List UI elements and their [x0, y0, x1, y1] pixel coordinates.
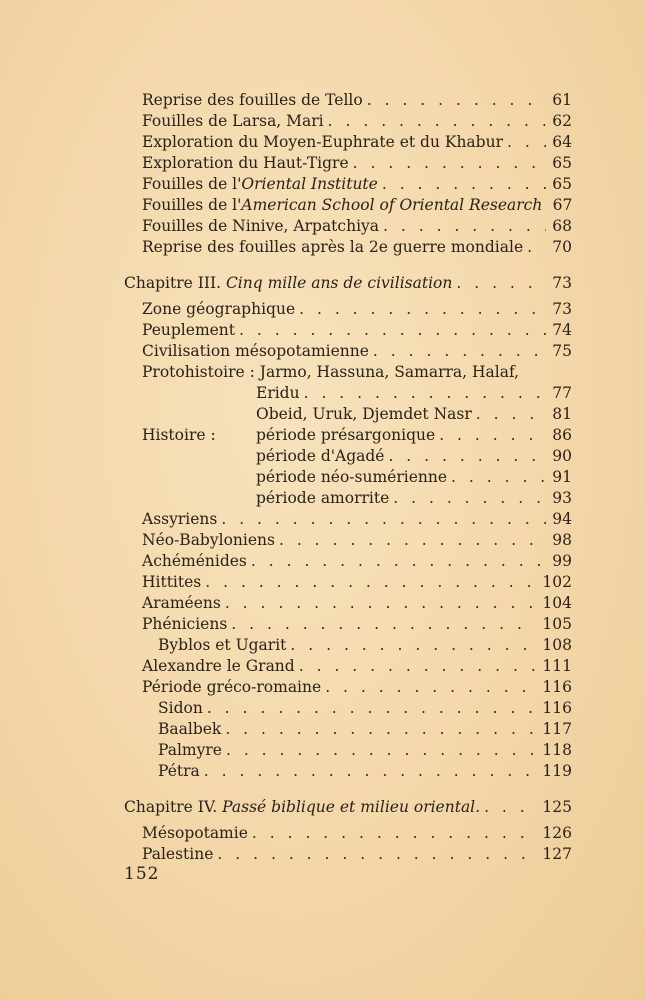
dot-leader: [279, 529, 546, 551]
dot-leader: [367, 89, 546, 111]
toc-entry-page-number: 64: [552, 133, 572, 151]
toc-entry-label: Chapitre III. Cinq mille ans de civilisation: [124, 274, 453, 292]
dot-leader: [439, 424, 546, 446]
toc-entry-label: Reprise des fouilles de Tello: [142, 91, 363, 109]
toc-entry-label: Palmyre: [158, 741, 222, 759]
toc-entry-label: Période gréco-romaine: [142, 678, 322, 696]
toc-entry-page-number: 127: [542, 845, 572, 863]
dot-leader: [388, 445, 546, 467]
toc-entry: [158, 739, 572, 761]
dot-leader: [299, 298, 546, 320]
toc-entry-page-number: 65: [552, 175, 572, 193]
toc-entry: [158, 760, 572, 782]
toc-entry-page-number: 73: [552, 274, 572, 292]
dot-leader: [204, 760, 537, 782]
toc-entry-label: Fouilles de Ninive, Arpatchiya: [142, 217, 380, 235]
toc-entry-page-number: 81: [552, 405, 572, 423]
dot-leader: [217, 843, 536, 865]
toc-entry-page-number: 116: [542, 699, 572, 717]
toc-entry-label: Achéménides: [142, 552, 247, 570]
toc-entry: [158, 718, 572, 740]
dot-leader: [325, 676, 536, 698]
dot-leader: [226, 739, 536, 761]
dot-leader: [484, 796, 536, 818]
toc-entry-label: Fouilles de l'Oriental Institute: [142, 175, 378, 193]
dot-leader: [207, 697, 537, 719]
toc-entry: [142, 843, 572, 865]
toc-entry: [142, 571, 572, 593]
toc-entry: [142, 236, 572, 258]
toc-entry: [124, 272, 572, 294]
toc-entry-label: Pétra: [158, 762, 200, 780]
toc-entry-label: Civilisation mésopotamienne: [142, 342, 369, 360]
dot-leader: [382, 173, 546, 195]
toc-entry-page-number: 105: [542, 615, 572, 633]
dot-leader: [231, 613, 536, 635]
toc-entry-page-number: 93: [552, 489, 572, 507]
toc-entry: [142, 550, 572, 572]
toc-entry-label: période présargonique: [256, 426, 436, 444]
dot-leader: [205, 571, 536, 593]
toc-entry-label: Fouilles de Larsa, Mari: [142, 112, 324, 130]
toc-entry: [158, 634, 572, 656]
toc-entry: [256, 487, 572, 509]
toc-entry-label: période néo-sumérienne: [256, 468, 448, 486]
dot-leader: [225, 592, 537, 614]
toc-entry: [142, 194, 572, 216]
toc-entry-label: Assyriens: [142, 510, 218, 528]
toc-entry-label: Sidon: [158, 699, 203, 717]
toc-entry: [256, 403, 572, 425]
dot-leader: [328, 110, 546, 132]
toc-entry-label: Zone géographique: [142, 300, 296, 318]
toc-entry-page-number: 74: [552, 321, 572, 339]
toc-entry: [142, 298, 572, 320]
toc-entry-page-number: 70: [552, 238, 572, 256]
toc-entry-page-number: 61: [552, 91, 572, 109]
toc-entry: [142, 152, 572, 174]
toc-entry-page-number: 117: [542, 720, 572, 738]
toc-entry: [142, 508, 572, 530]
toc-entry-page-number: 98: [552, 531, 572, 549]
toc-entry-page-number: 90: [552, 447, 572, 465]
toc-entry-page-number: 86: [552, 426, 572, 444]
toc-entry: [256, 445, 572, 467]
toc-entry-page-number: 65: [552, 154, 572, 172]
toc-entry: [142, 131, 572, 153]
toc-entry-label: Eridu: [256, 384, 300, 402]
dot-leader: [221, 508, 546, 530]
toc-entry-page-number: 91: [552, 468, 572, 486]
toc-entry-page-number: 62: [552, 112, 572, 130]
toc-entry: [142, 89, 572, 111]
dot-leader: [252, 822, 537, 844]
toc-entry: [142, 613, 572, 635]
toc-entry-page-number: 75: [552, 342, 572, 360]
toc-entry-page-number: 68: [552, 217, 572, 235]
toc-entry-label: Néo-Babyloniens: [142, 531, 275, 549]
toc-entry-label: Exploration du Haut-Tigre: [142, 154, 349, 172]
toc-entry-label: Baalbek: [158, 720, 222, 738]
toc-entry-label: période amorrite: [256, 489, 390, 507]
toc-entry-label: Reprise des fouilles après la 2e guerre mondiale: [142, 238, 524, 256]
dot-leader: [353, 152, 546, 174]
toc-entry-label: période d'Agadé: [256, 447, 385, 465]
dot-leader: [476, 403, 546, 425]
dot-leader: [383, 215, 546, 237]
toc-entry-page-number: 104: [542, 594, 572, 612]
toc-entry-page-number: 126: [542, 824, 572, 842]
toc-entry-label: Hittites: [142, 573, 202, 591]
toc-entry: [142, 676, 572, 698]
dot-leader: [456, 272, 546, 294]
toc-entry-page-number: 118: [542, 741, 572, 759]
toc-entry-page-number: 125: [542, 798, 572, 816]
dot-leader: [507, 131, 546, 153]
toc-entry-label: Obeid, Uruk, Djemdet Nasr: [256, 405, 472, 423]
page-number: 152: [124, 864, 160, 884]
dot-leader: [225, 718, 536, 740]
toc-entry-label: Fouilles de l'American School of Oriental Research: [142, 196, 543, 214]
toc-entry-label: Exploration du Moyen-Euphrate et du Khabur: [142, 133, 503, 151]
toc-entry-page-number: 67: [552, 196, 573, 214]
toc-entry-page-number: 108: [542, 636, 572, 654]
toc-entry-page-number: 111: [542, 657, 572, 675]
toc-entry-page-number: 77: [552, 384, 572, 402]
toc-entry: [142, 361, 572, 383]
toc-entry: [142, 822, 572, 844]
toc-entry-page-number: 116: [542, 678, 572, 696]
toc-entry-label: Chapitre IV. Passé biblique et milieu oriental.: [124, 798, 481, 816]
toc-entry-label: Palestine: [142, 845, 214, 863]
toc-entry-page-number: 99: [552, 552, 572, 570]
histoire-side-label: Histoire :: [142, 426, 216, 444]
toc-entry: [142, 340, 572, 362]
toc-entry-label: Byblos et Ugarit: [158, 636, 287, 654]
dot-leader: [251, 550, 546, 572]
toc-entry: [142, 319, 572, 341]
toc-entry: [158, 697, 572, 719]
toc-entry-page-number: 102: [542, 573, 572, 591]
dot-leader: [304, 382, 546, 404]
dot-leader: [299, 655, 537, 677]
toc-entry-label: Phéniciens: [142, 615, 228, 633]
dot-leader: [239, 319, 546, 341]
toc-entry: [142, 592, 572, 614]
dot-leader: [451, 466, 546, 488]
toc-entry-page-number: 119: [542, 762, 572, 780]
dot-leader: [527, 236, 546, 258]
toc-entry: [256, 382, 572, 404]
toc-entry: [124, 796, 572, 818]
toc-entry: [256, 424, 572, 446]
toc-entry: [256, 466, 572, 488]
toc-entry: [142, 529, 572, 551]
toc-entry: [142, 173, 572, 195]
dot-leader: [393, 487, 546, 509]
toc-entry-page-number: 73: [552, 300, 572, 318]
toc-entry: [142, 110, 572, 132]
toc-entry-label: Peuplement: [142, 321, 236, 339]
toc-entry-label: Araméens: [142, 594, 221, 612]
toc-entry-page-number: 94: [552, 510, 572, 528]
toc-entry-label: Protohistoire : Jarmo, Hassuna, Samarra, Halaf,: [142, 363, 520, 381]
toc-entry-label: Alexandre le Grand: [142, 657, 295, 675]
dot-leader: [373, 340, 546, 362]
dot-leader: [290, 634, 536, 656]
toc-entry: [142, 215, 572, 237]
toc-entry: [142, 655, 572, 677]
toc-entry-label: Mésopotamie: [142, 824, 248, 842]
